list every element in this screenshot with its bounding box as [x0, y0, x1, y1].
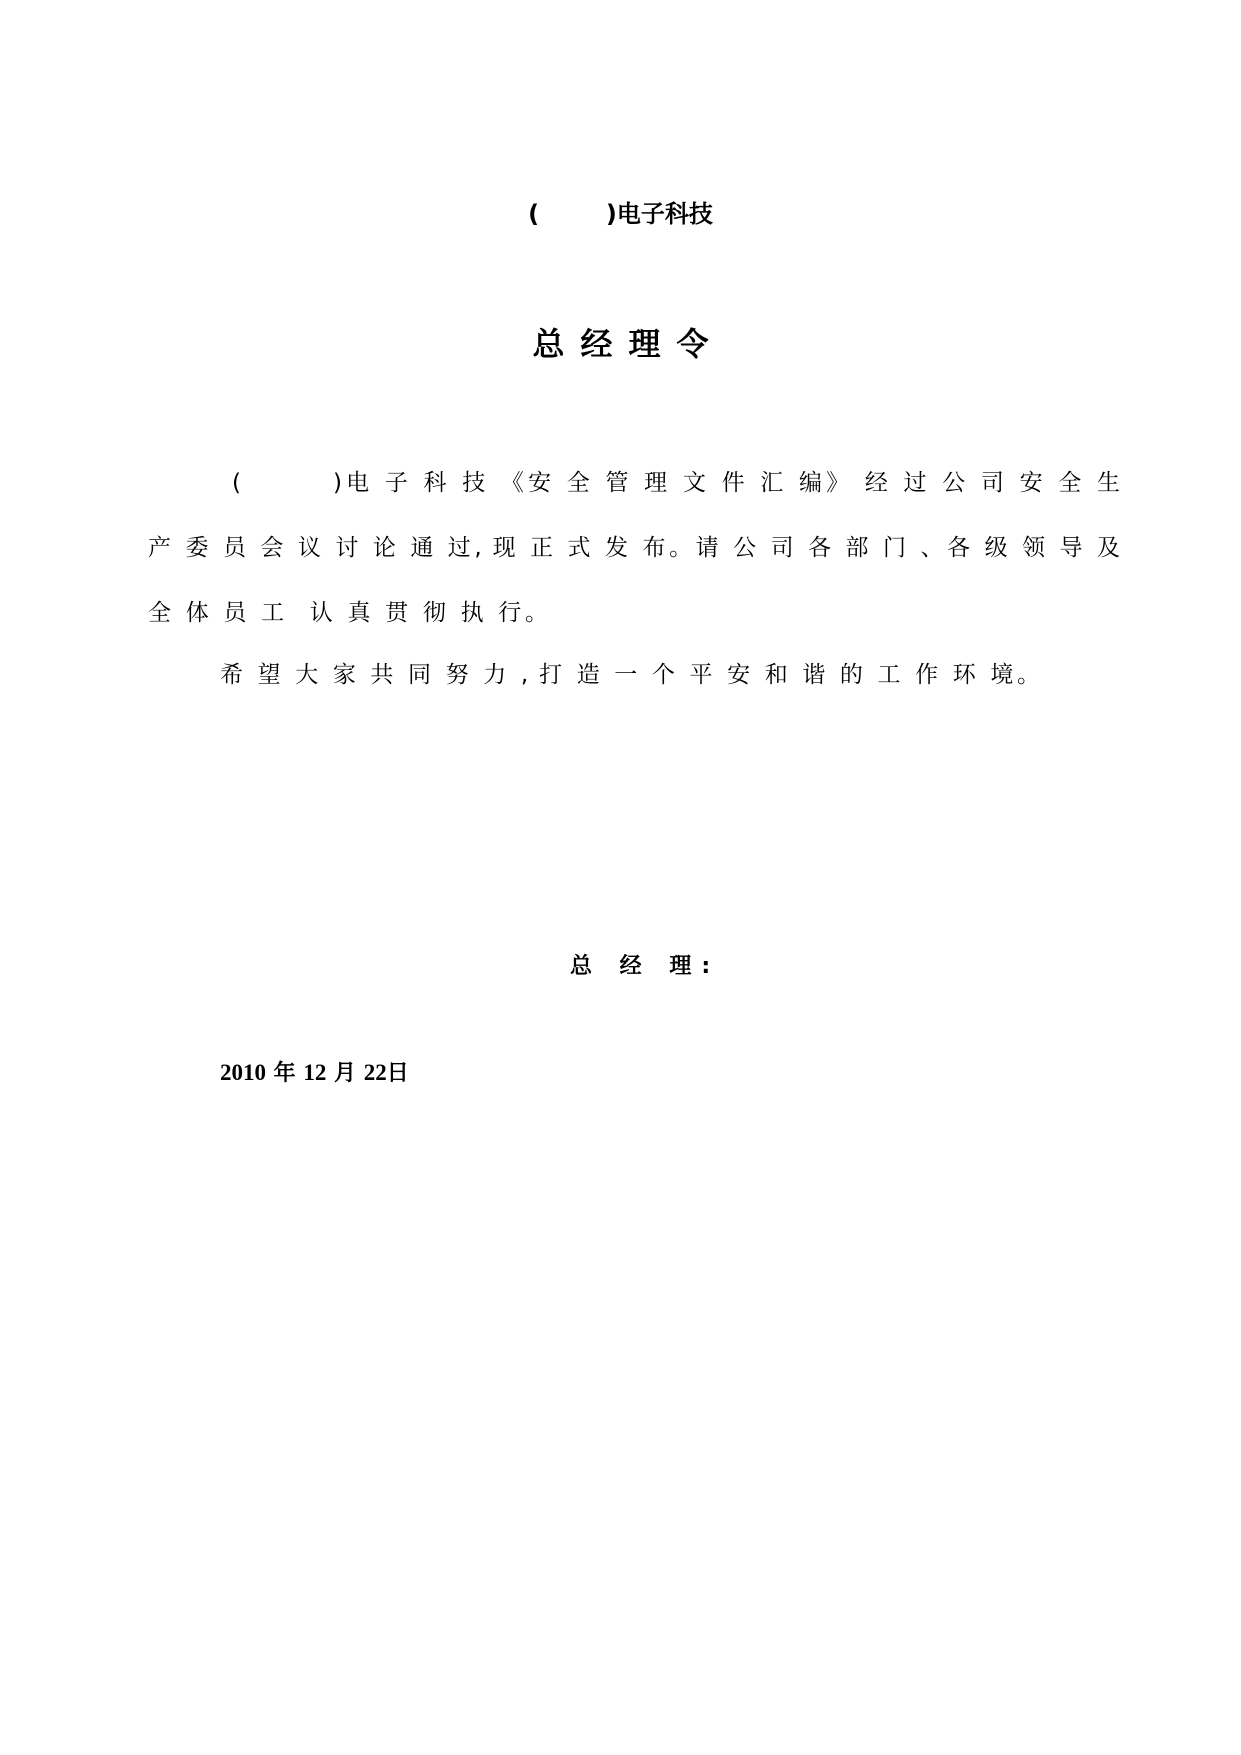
- date-year-unit: 年: [273, 1061, 296, 1086]
- date-day-unit: 日: [386, 1061, 409, 1086]
- paragraph-line-3: 全 体 员 工 认 真 贯 彻 执 行。: [148, 600, 548, 626]
- signature-label: 总 经 理:: [570, 954, 721, 979]
- document-title: 总经理令: [532, 325, 725, 363]
- issue-date: [220, 1056, 409, 1091]
- paragraph-line-4: 希 望 大 家 共 同 努 力 , 打 造 一 个 平 安 和 谐 的 工 作 环 境。: [220, 662, 1040, 688]
- date-month-unit: 月: [334, 1061, 357, 1086]
- date-year: 2010: [220, 1060, 266, 1085]
- date-day: 22: [363, 1060, 387, 1085]
- company-header: ( )电子科技: [528, 200, 713, 228]
- paragraph-line-2: 产 委 员 会 议 讨 论 通 过, 现 正 式 发 布。请 公 司 各 部 门 、各 级 领 导 及: [148, 535, 1120, 561]
- date-month: 12: [303, 1060, 327, 1085]
- paragraph-line-1: ( )电 子 科 技 《安 全 管 理 文 件 汇 编》 经 过 公 司 安 全 生: [232, 470, 1120, 496]
